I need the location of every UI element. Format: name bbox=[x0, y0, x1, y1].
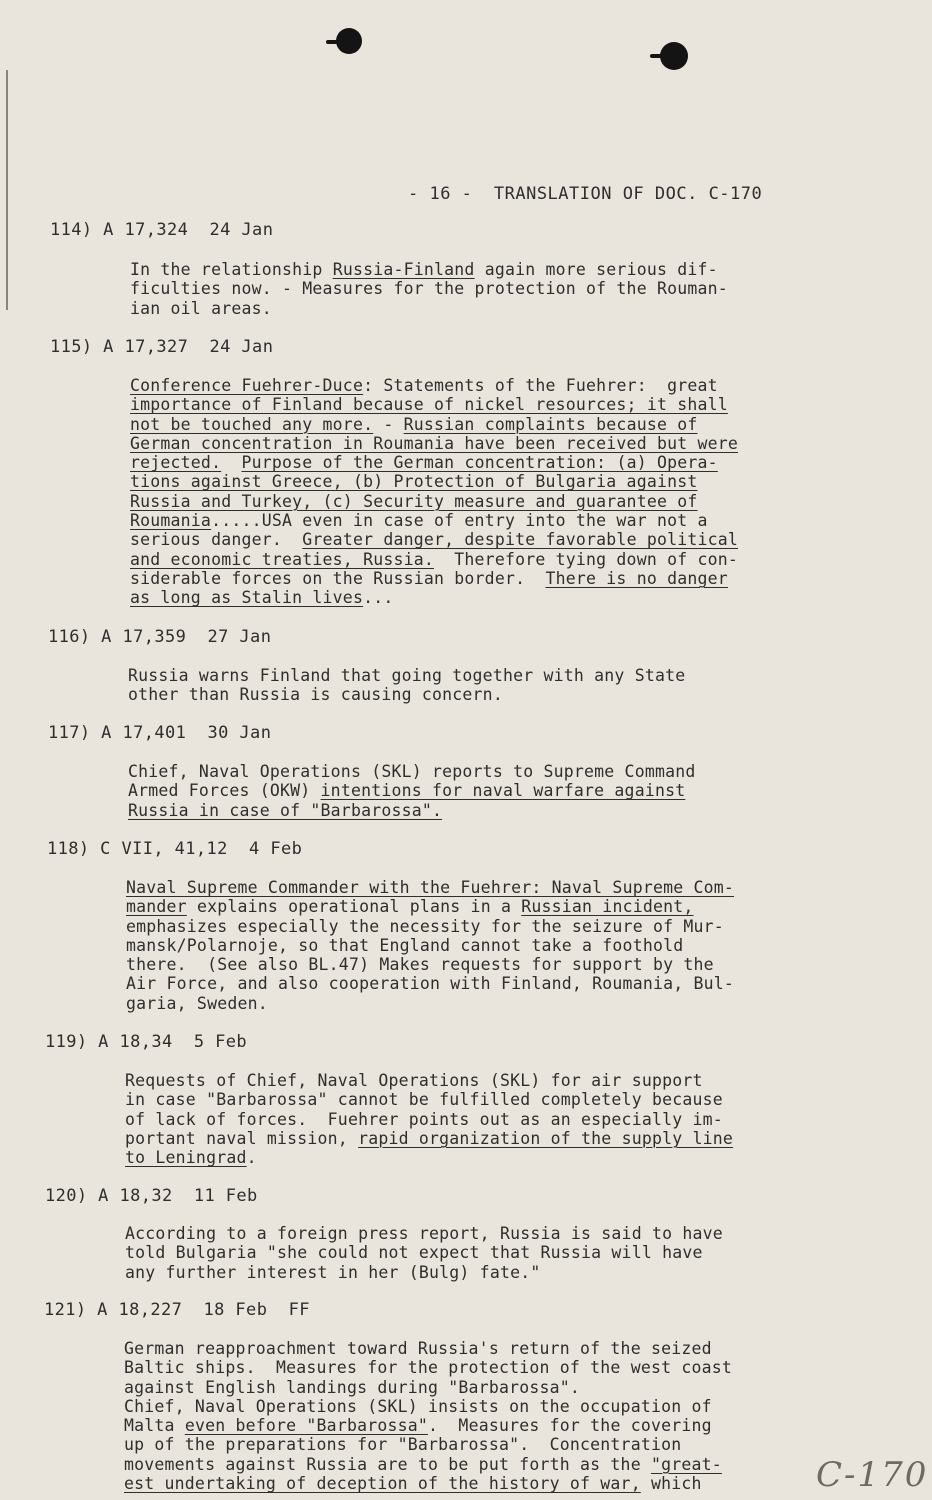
text-segment: serious danger. bbox=[130, 530, 303, 550]
entry-6-body bbox=[125, 1224, 723, 1282]
entry-line bbox=[130, 299, 728, 318]
entry-line bbox=[125, 1243, 723, 1262]
entry-line bbox=[125, 1090, 733, 1109]
entry-line bbox=[130, 569, 738, 588]
text-segment: which bbox=[640, 1474, 702, 1494]
underlined-text: Russia-Finland bbox=[332, 260, 475, 279]
punch-hole-right bbox=[660, 42, 688, 70]
text-segment: Malta bbox=[124, 1416, 185, 1436]
text-segment: Air Force, and also cooperation with Finland, Roumania, Bul- bbox=[126, 974, 735, 994]
underlined-text: intentions for naval warfare against bbox=[320, 781, 686, 801]
text-segment: movements against Russia are to be put forth as the bbox=[124, 1454, 651, 1474]
text-segment: siderable forces on the Russian border. bbox=[130, 568, 546, 588]
entry-line bbox=[125, 1224, 723, 1243]
text-segment: portant naval mission, bbox=[125, 1128, 359, 1148]
entry-line bbox=[130, 376, 738, 395]
underlined-text: even before "Barbarossa" bbox=[184, 1416, 429, 1436]
entry-line bbox=[126, 917, 734, 936]
entry-line bbox=[128, 762, 696, 781]
underlined-text: as long as Stalin lives bbox=[130, 588, 364, 608]
text-segment: Russia warns Finland that going together with any State bbox=[128, 666, 686, 685]
page-header: - 16 - TRANSLATION OF DOC. C-170 bbox=[408, 184, 763, 204]
entry-3-body bbox=[128, 762, 696, 820]
text-segment: Chief, Naval Operations (SKL) insists on the occupation of bbox=[124, 1396, 712, 1416]
entry-line bbox=[130, 550, 738, 569]
text-segment: German reapproachment toward Russia's return of the seized bbox=[124, 1339, 712, 1358]
entry-line bbox=[124, 1378, 732, 1397]
text-segment: emphasizes especially the necessity for the seizure of Mur- bbox=[126, 916, 724, 936]
entry-1-body bbox=[130, 376, 738, 608]
entry-line bbox=[124, 1435, 732, 1454]
entry-7-body bbox=[124, 1339, 732, 1493]
entry-1-head: 115) A 17,327 24 Jan bbox=[50, 337, 274, 357]
margin-line bbox=[6, 70, 8, 310]
text-segment: Requests of Chief, Naval Operations (SKL) for air support bbox=[125, 1071, 703, 1090]
underlined-text: est undertaking of deception of the history of war, bbox=[124, 1474, 641, 1494]
underlined-text: it shall bbox=[646, 395, 728, 415]
underlined-text: and economic treaties, Russia. bbox=[130, 549, 435, 569]
underlined-text: Russia and Turkey, (c) Security measure and guarantee of bbox=[130, 491, 698, 511]
entry-line bbox=[124, 1358, 732, 1377]
text-segment: of lack of forces. Fuehrer points out as an especially im- bbox=[125, 1109, 723, 1129]
entry-2-body bbox=[128, 666, 685, 705]
underlined-text: Russian incident, bbox=[521, 897, 694, 917]
entry-line bbox=[130, 472, 738, 491]
underlined-text: importance of Finland because of nickel resources; bbox=[130, 395, 647, 415]
underlined-text: Conference Fuehrer-Duce bbox=[130, 376, 364, 395]
entry-line bbox=[128, 666, 685, 685]
entry-7-head: 121) A 18,227 18 Feb FF bbox=[44, 1300, 310, 1320]
text-segment: Therefore tying down of con- bbox=[434, 549, 739, 569]
text-segment: . Measures for the covering bbox=[428, 1416, 712, 1436]
entry-line bbox=[125, 1263, 723, 1282]
entry-line bbox=[128, 781, 696, 800]
entry-2-head: 116) A 17,359 27 Jan bbox=[48, 627, 272, 647]
entry-line bbox=[130, 415, 738, 434]
punch-hole-left bbox=[336, 28, 362, 54]
text-segment: - bbox=[373, 414, 404, 434]
entry-line bbox=[126, 974, 734, 993]
text-segment: explains operational plans in a bbox=[186, 897, 522, 917]
underlined-text: not be touched any more. bbox=[130, 414, 374, 434]
text-segment: other than Russia is causing concern. bbox=[128, 685, 503, 705]
text-segment: : Statements of the Fuehrer: great bbox=[363, 376, 718, 395]
underlined-text: Russian complaints because of bbox=[403, 414, 698, 434]
entry-line bbox=[130, 492, 738, 511]
text-segment: mansk/Polarnoje, so that England cannot take a foothold bbox=[126, 935, 684, 955]
entry-4-head: 118) C VII, 41,12 4 Feb bbox=[47, 839, 303, 859]
underlined-text: Naval Supreme Commander with the Fuehrer bbox=[126, 878, 532, 897]
text-segment: . bbox=[246, 1148, 257, 1168]
text-segment: Baltic ships. Measures for the protection of the west coast bbox=[124, 1358, 733, 1378]
entry-line bbox=[126, 878, 734, 897]
entry-6-head: 120) A 18,32 11 Feb bbox=[45, 1186, 258, 1206]
entry-line bbox=[126, 955, 734, 974]
underlined-text: Purpose of the German concentration: (a) Opera- bbox=[241, 453, 718, 473]
text-segment: there. (See also BL.47) Makes requests for support by the bbox=[126, 955, 714, 975]
text-segment: up of the preparations for "Barbarossa". Concentration bbox=[124, 1435, 682, 1455]
entry-line bbox=[130, 588, 738, 607]
entry-0-head: 114) A 17,324 24 Jan bbox=[50, 220, 274, 240]
entry-line bbox=[124, 1397, 732, 1416]
underlined-text: rapid organization of the supply line bbox=[358, 1128, 734, 1148]
text-segment: garia, Sweden. bbox=[126, 993, 268, 1013]
entry-line bbox=[124, 1416, 732, 1435]
entry-line bbox=[126, 936, 734, 955]
text-segment: .....USA even in case of entry into the war not a bbox=[211, 511, 708, 531]
underlined-text: There is no danger bbox=[545, 568, 728, 588]
entry-4-body bbox=[126, 878, 734, 1013]
entry-line bbox=[130, 260, 728, 279]
entry-line bbox=[126, 994, 734, 1013]
entry-line bbox=[126, 897, 734, 916]
underlined-text: "great- bbox=[650, 1454, 722, 1474]
entry-line bbox=[130, 530, 738, 549]
underlined-text: Greater danger, despite favorable political bbox=[302, 530, 739, 550]
text-segment: ian oil areas. bbox=[130, 298, 272, 318]
underlined-text: German concentration in Roumania have been received but were bbox=[130, 433, 739, 453]
document-stamp: C-170 bbox=[816, 1455, 929, 1495]
entry-line bbox=[124, 1455, 732, 1474]
text-segment: again more serious dif- bbox=[474, 260, 718, 279]
underlined-text: : Naval Supreme Com- bbox=[531, 878, 735, 897]
text-segment: any further interest in her (Bulg) fate." bbox=[125, 1262, 541, 1282]
entry-line bbox=[125, 1071, 733, 1090]
underlined-text: Russia in case of "Barbarossa". bbox=[128, 800, 443, 820]
text-segment: ficulties now. - Measures for the protection of the Rouman- bbox=[130, 279, 728, 299]
entry-line bbox=[130, 453, 738, 472]
entry-3-head: 117) A 17,401 30 Jan bbox=[48, 723, 272, 743]
text-segment bbox=[221, 453, 241, 472]
text-segment: Armed Forces (OKW) bbox=[128, 781, 321, 801]
text-segment: told Bulgaria "she could not expect that Russia will have bbox=[125, 1243, 703, 1263]
text-segment: Chief, Naval Operations (SKL) reports to Supreme Command bbox=[128, 762, 696, 781]
entry-0-body bbox=[130, 260, 728, 318]
entry-line bbox=[128, 685, 685, 704]
entry-line bbox=[125, 1129, 733, 1148]
text-segment: ... bbox=[363, 588, 394, 608]
underlined-text: rejected. bbox=[130, 453, 222, 473]
text-segment: According to a foreign press report, Russia is said to have bbox=[125, 1224, 723, 1243]
text-segment: in case "Barbarossa" cannot be fulfilled completely because bbox=[125, 1090, 723, 1110]
entry-line bbox=[130, 511, 738, 530]
entry-line bbox=[125, 1110, 733, 1129]
entry-line bbox=[130, 279, 728, 298]
underlined-text: tions against Greece, (b) Protection of Bulgaria against bbox=[130, 472, 698, 492]
text-segment: against English landings during "Barbarossa". bbox=[124, 1377, 581, 1397]
entry-line bbox=[130, 395, 738, 414]
entry-line bbox=[125, 1148, 733, 1167]
underlined-text: to Leningrad bbox=[125, 1148, 247, 1168]
entry-line bbox=[124, 1474, 732, 1493]
entry-5-head: 119) A 18,34 5 Feb bbox=[45, 1032, 248, 1052]
entry-5-body bbox=[125, 1071, 733, 1167]
underlined-text: Roumania bbox=[130, 511, 212, 531]
entry-line bbox=[128, 801, 696, 820]
entry-line bbox=[130, 434, 738, 453]
text-segment: In the relationship bbox=[130, 260, 333, 279]
entry-line bbox=[124, 1339, 732, 1358]
underlined-text: mander bbox=[126, 897, 187, 917]
